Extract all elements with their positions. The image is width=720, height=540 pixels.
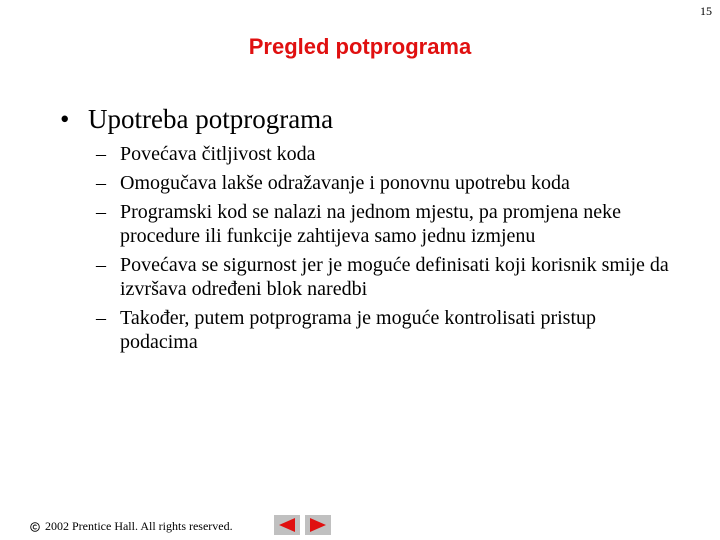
dash-marker: – <box>96 307 106 329</box>
page-number: 15 <box>700 4 712 18</box>
next-slide-button[interactable] <box>305 515 331 535</box>
footer-copyright-text: 2002 Prentice Hall. All rights reserved. <box>45 519 233 533</box>
left-arrow-icon <box>278 517 296 533</box>
dash-marker: – <box>96 201 106 223</box>
list-item-text: Povećava se sigurnost jer je moguće definisati koji korisnik smije da izvršava određeni blok naredbi <box>120 254 669 300</box>
right-arrow-icon <box>309 517 327 533</box>
slide-title: Pregled potprograma <box>248 34 472 59</box>
list-item-text: Omogučava lakše odražavanje i ponovnu upotrebu koda <box>120 172 570 194</box>
sub-bullet-list <box>96 142 676 359</box>
main-bullet <box>60 104 333 134</box>
copyright-icon <box>30 522 40 532</box>
footer <box>30 519 233 534</box>
list-item <box>96 142 676 166</box>
list-item-text: Povećava čitljivost koda <box>120 143 316 165</box>
list-item <box>96 306 676 354</box>
list-item <box>96 253 676 301</box>
list-item <box>96 200 676 248</box>
previous-slide-button[interactable] <box>274 515 300 535</box>
list-item <box>96 171 676 195</box>
dash-marker: – <box>96 143 106 165</box>
slide-navigation <box>274 515 331 535</box>
list-item-text: Programski kod se nalazi na jednom mjestu, pa promjena neke procedure ili funkcije zahtijeva samo jednu izmjenu <box>120 201 621 247</box>
main-bullet-text: Upotreba potprograma <box>88 104 334 134</box>
dash-marker: – <box>96 172 106 194</box>
list-item-text: Također, putem potprograma je moguće kontrolisati pristup podacima <box>120 307 597 353</box>
dash-marker: – <box>96 254 106 276</box>
bullet-marker: • <box>60 104 70 134</box>
